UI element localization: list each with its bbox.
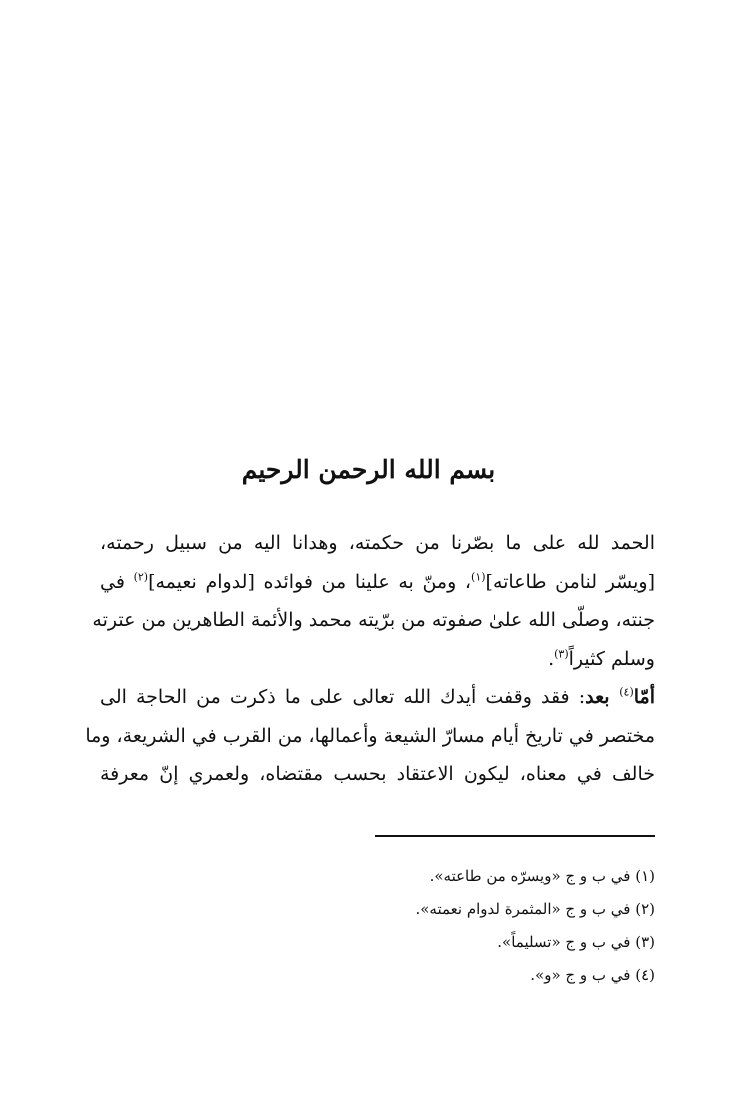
footnote-4: (٤) في ب و ج «و».: [530, 966, 655, 984]
text-line: [85, 717, 655, 756]
text-segment: الحمد لله على ما بصّرنا من حكمته، وهدانا اليه من سبيل رحمته،: [100, 532, 655, 554]
text-segment: جنته، وصلّى الله علىٰ صفوته من برّيته محمد والأئمة الطاهرين من عترته: [92, 609, 655, 631]
footnote-ref-1: (١): [471, 570, 486, 584]
main-text: [85, 524, 656, 794]
footnote-ref-4: (٤): [619, 685, 634, 699]
text-line: [100, 563, 655, 602]
footnotes: [300, 860, 655, 992]
text-line: [100, 678, 655, 717]
footnote-ref-3: (٣): [554, 647, 569, 661]
footnote-divider: [375, 835, 655, 837]
text-segment: ، ومنّ به علينا من فوائده [لدوام نعيمه]: [148, 570, 472, 593]
text-segment: مختصر في تاريخ أيام مسارّ الشيعة وأعمالها، من القرب في الشريعة، وما: [85, 724, 655, 747]
text-segment: في: [100, 570, 134, 593]
text-line: [100, 524, 655, 563]
text-segment: : فقد وقفت أيدك الله تعالى على ما ذكرت من الحاجة الى: [100, 686, 586, 708]
paragraph-lead: أمّا: [633, 686, 656, 708]
footnote-ref-2: (٢): [133, 570, 149, 584]
basmala-heading: بسم الله الرحمن الرحيم: [241, 455, 496, 484]
text-line: [100, 755, 655, 794]
text-segment: .: [548, 647, 555, 670]
paragraph-lead-after: بعد: [585, 686, 620, 708]
text-line: [100, 640, 655, 679]
text-segment: وسلم كثيراً: [568, 647, 655, 670]
text-segment: خالف في معناه، ليكون الاعتقاد بحسب مقتضاه، ولعمري إنّ معرفة: [100, 763, 655, 785]
footnote-2: (٢) في ب و ج «المثمرة لدوام نعمته».: [415, 900, 655, 918]
text-line: [92, 601, 655, 640]
footnote-1: (١) في ب و ج «ويسرّه من طاعته».: [429, 867, 655, 885]
footnote-3: (٣) في ب و ج «تسليماً».: [497, 933, 655, 951]
text-segment: [ويسّر لنامن طاعاته]: [485, 570, 656, 593]
